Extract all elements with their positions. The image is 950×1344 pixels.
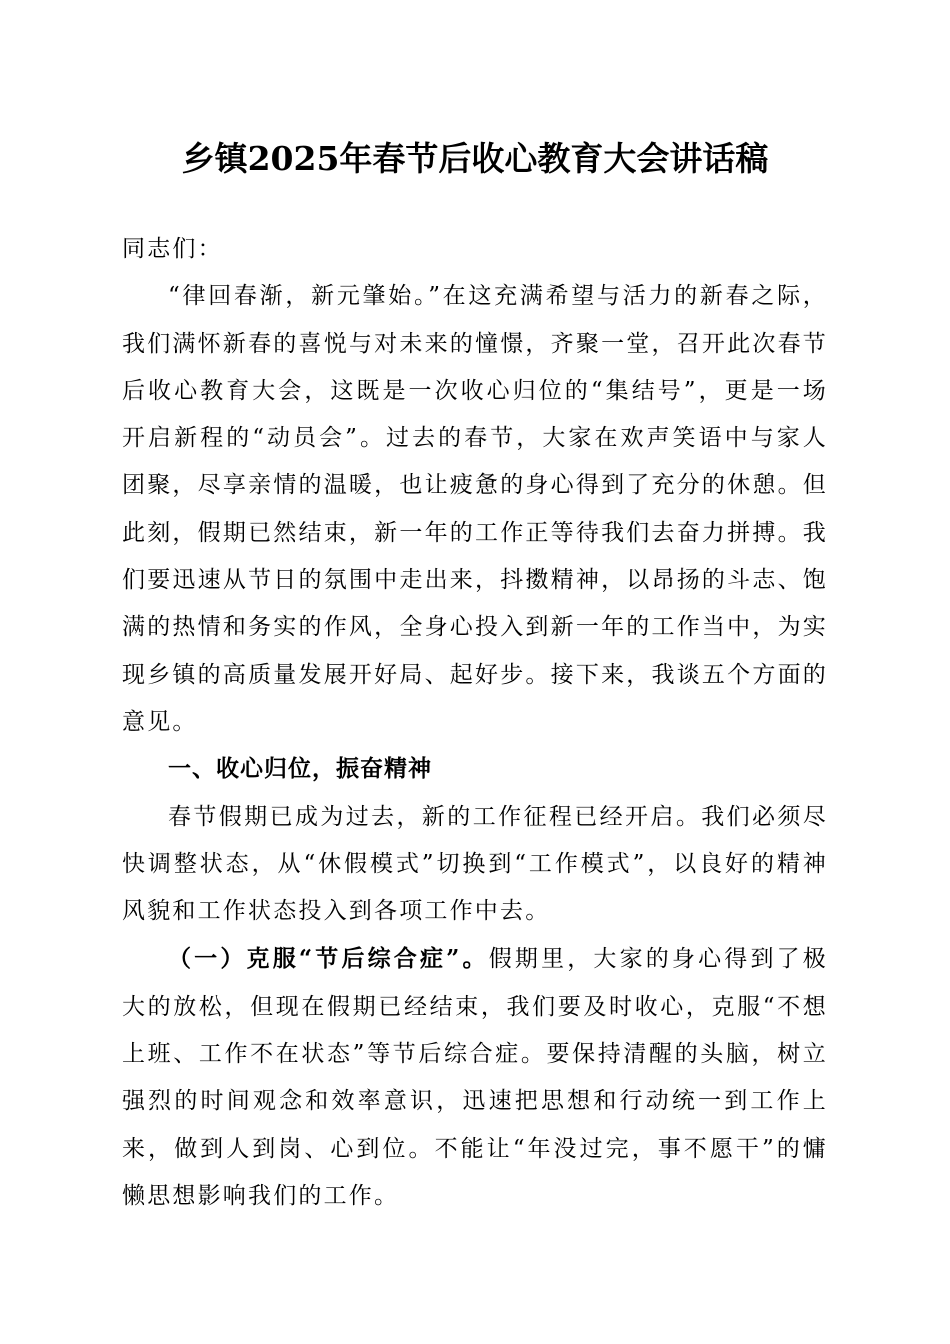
subsection-1-1	[122, 935, 828, 1220]
section-heading-1: 一、收心归位，振奋精神	[168, 756, 432, 783]
opening-paragraph: “律回春渐，新元肇始。”在这充满希望与活力的新春之际，我们满怀新春的喜悦与对未来的憧憬，齐聚一堂，召开此次春节后收心教育大会，这既是一次收心归位的“集结号”，更是一场开启新程的“动员会”。过去的春节，大家在欢声笑语中与家人团聚，尽享亲情的温暖，也让疲惫的身心得到了充分的休憩。但此刻，假期已然结束，新一年的工作正等待我们去奋力拼搏。我们要迅速从节日的氛围中走出来，抖擞精神，以昂扬的斗志、饱满的热情和务实的作风，全身心投入到新一年的工作当中，为实现乡镇的高质量发展开好局、起好步。接下来，我谈五个方面的意见。	[122, 283, 828, 735]
document-title: 乡镇2025年春节后收心教育大会讲话稿	[181, 139, 769, 178]
section-1-intro: 春节假期已成为过去，新的工作征程已经开启。我们必须尽快调整状态，从“休假模式”切换到“工作模式”，以良好的精神风貌和工作状态投入到各项工作中去。	[122, 803, 828, 925]
subsection-text: 假期里，大家的身心得到了极大的放松，但现在假期已经结束，我们要及时收心，克服“不想上班、工作不在状态”等节后综合症。要保持清醒的头脑，树立强烈的时间观念和效率意识，迅速把思想和行动统一到工作上来，做到人到岗、心到位。不能让“年没过完，事不愿干”的慵懒思想影响我们的工作。	[122, 946, 828, 1209]
subsection-lead: （一）克服“节后综合症”。	[168, 945, 489, 973]
salutation: 同志们：	[122, 236, 223, 262]
document-body	[122, 226, 828, 1220]
